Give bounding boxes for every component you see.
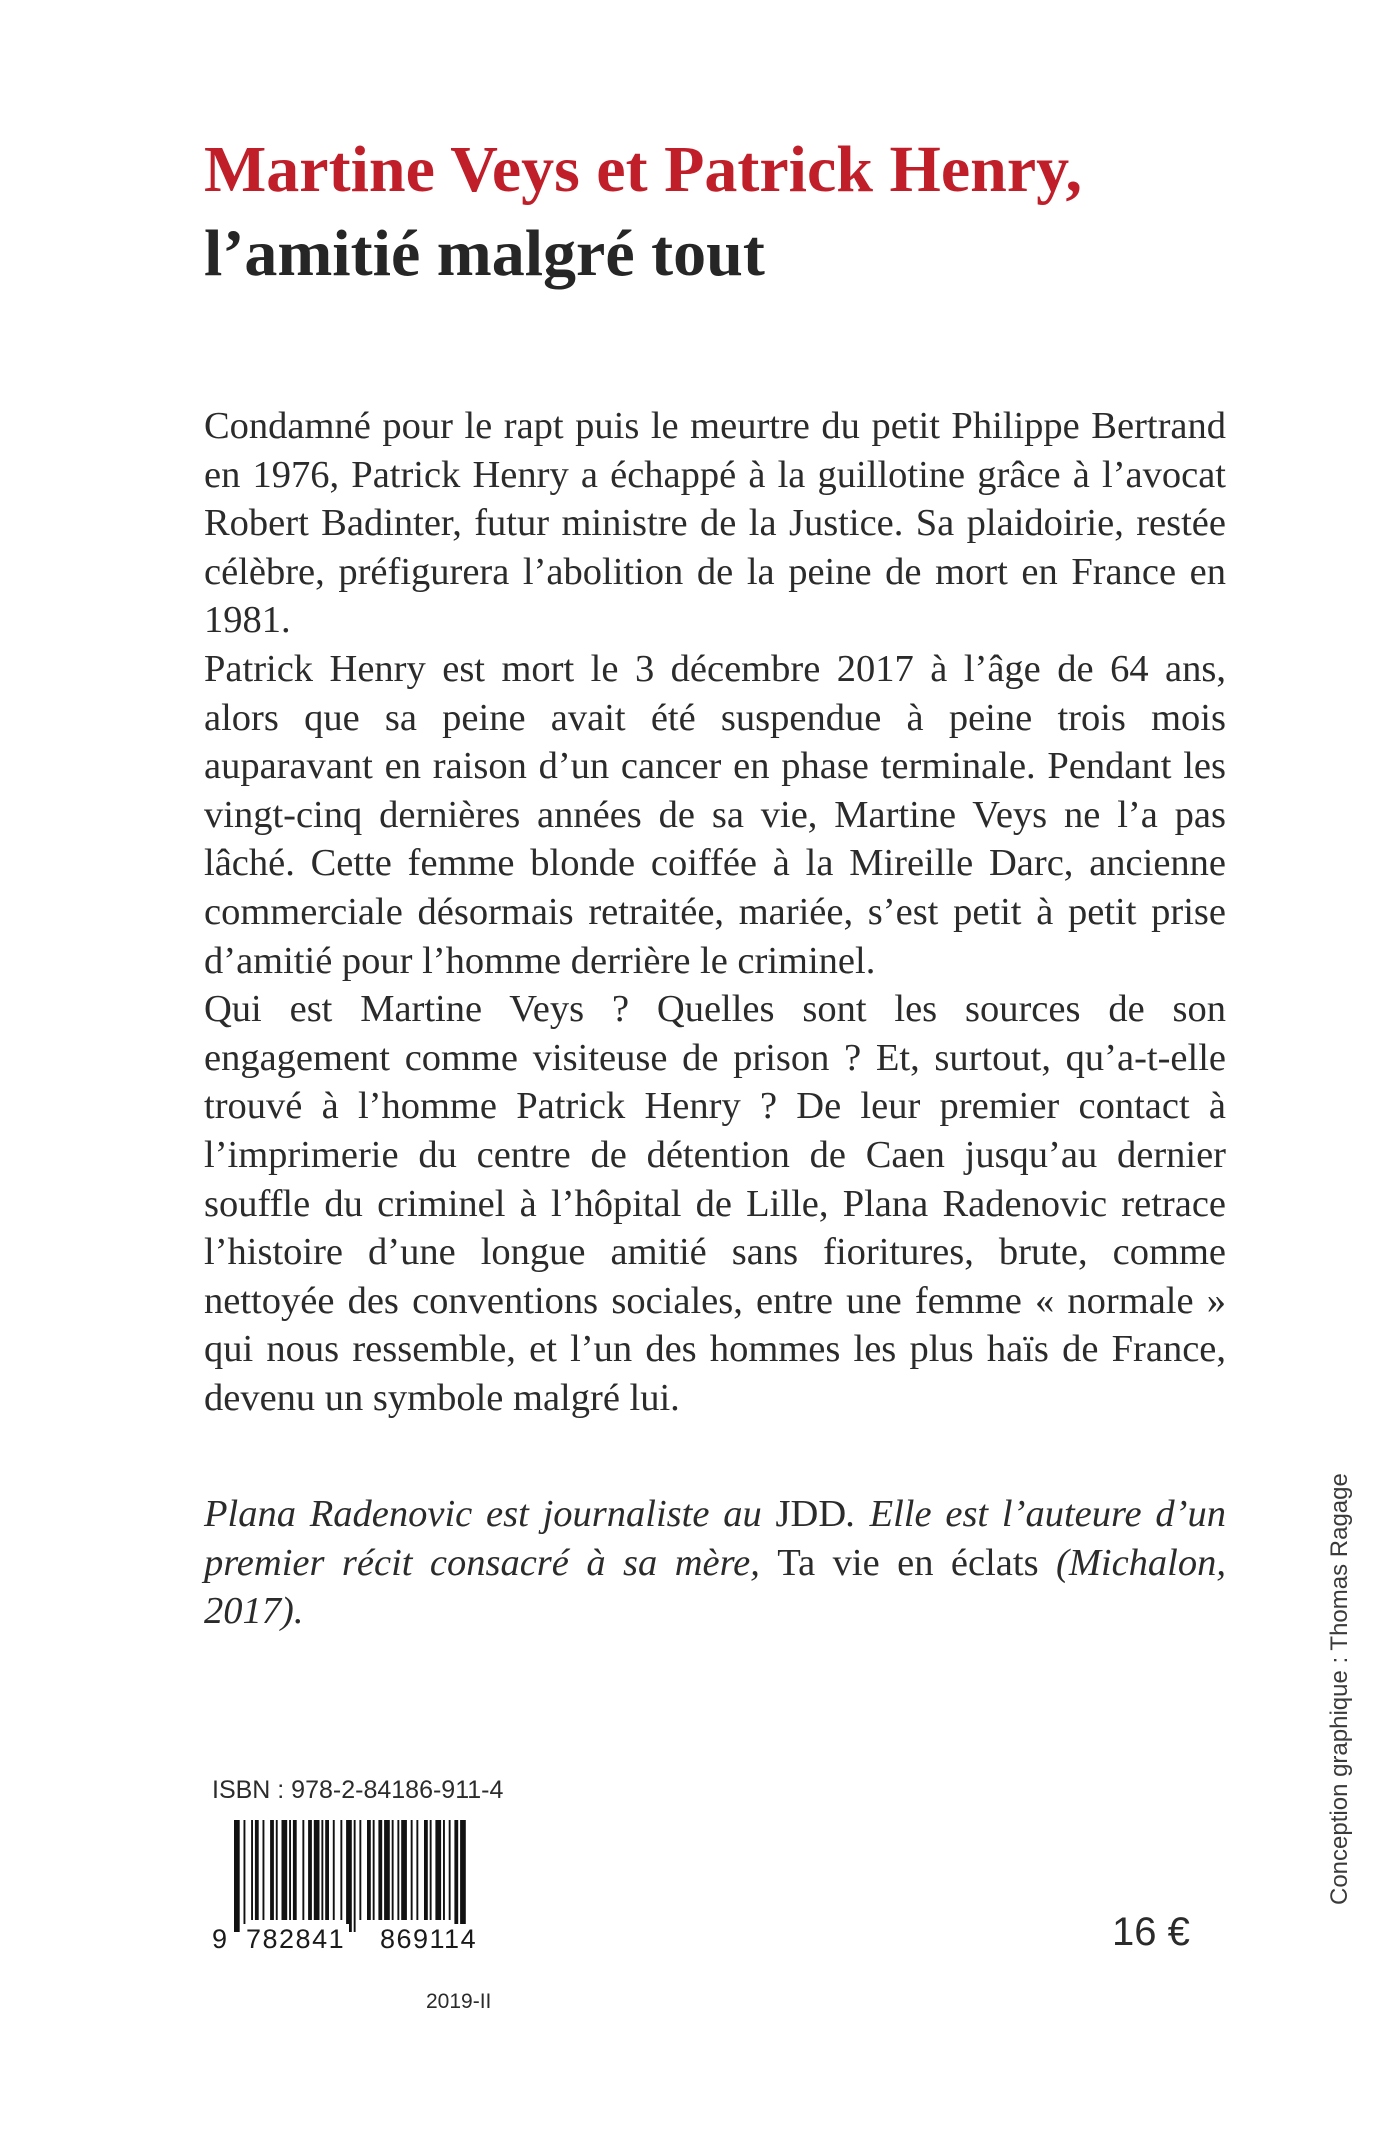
barcode-bar [411, 1820, 413, 1920]
design-credit: Conception graphique : Thomas Ragage [1326, 1473, 1353, 1905]
blurb-text [204, 402, 1226, 1422]
barcode-bar [234, 1820, 240, 1932]
barcode [212, 1820, 504, 2000]
barcode-left-group: 782841 [242, 1924, 349, 1955]
title-line-2: l’amitié malgré tout [204, 217, 765, 290]
author-bio-newspaper: JDD [775, 1493, 847, 1535]
barcode-bar [270, 1820, 274, 1920]
barcode-bar [373, 1820, 375, 1920]
author-bio-part-5: (Michalon, 2017). [204, 1541, 1227, 1633]
price: 16 € [1112, 1910, 1190, 1954]
barcode-bar [449, 1820, 451, 1920]
barcode-bar [359, 1820, 361, 1920]
barcode-bar [416, 1820, 418, 1920]
barcode-bar [308, 1820, 312, 1920]
barcode-bar [314, 1820, 320, 1920]
barcode-right-group: 869114 [376, 1924, 481, 1955]
barcode-bar [443, 1820, 445, 1920]
barcode-bar [251, 1820, 253, 1920]
author-bio [204, 1490, 1226, 1636]
barcode-bar [321, 1820, 323, 1920]
barcode-bar [244, 1820, 246, 1932]
blurb-paragraph-1: Condamné pour le rapt puis le meurtre du petit Philippe Bertrand en 1976, Patrick Henry a échappé à la guillotine grâce à l’avocat Robert Badinter, futur ministre de la Justice. Sa plaidoirie, restée célèbre, préfigurera l’abolition de la peine de mort en France en 1981. [204, 405, 1226, 642]
barcode-bars [212, 1820, 504, 1932]
barcode-bar [354, 1820, 356, 1932]
barcode-bar [302, 1820, 304, 1920]
barcode-bar [378, 1820, 382, 1920]
barcode-bar [340, 1820, 342, 1920]
barcode-bar [276, 1820, 278, 1920]
author-bio-part-3: . Elle est l’auteure d’un premier récit consacré à sa mère, [204, 1493, 1226, 1584]
barcode-digits [212, 1924, 504, 1956]
barcode-bar [367, 1820, 371, 1920]
blurb-paragraph-2: Patrick Henry est mort le 3 décembre 2017 à l’âge de 64 ans, alors que sa peine avait été suspendue à peine trois mois auparavant en raison d’un cancer en phase terminale. Pendant les vingt-cinq dernières années de sa vie, Martine Veys ne l’a pas lâché. Cette femme blonde coiffée à la Mireille Darc, ancienne commerciale désormais retraitée, mariée, s’est petit à petit prise d’amitié pour l’homme derrière le criminel. [204, 647, 1226, 982]
barcode-bar [424, 1820, 428, 1920]
barcode-bar [454, 1820, 458, 1932]
barcode-bar [346, 1820, 352, 1932]
barcode-bar [255, 1820, 259, 1920]
barcode-bar [293, 1820, 297, 1920]
title-block [204, 128, 1204, 296]
barcode-bar [384, 1820, 390, 1920]
barcode-bar [435, 1820, 441, 1920]
barcode-bar [460, 1820, 466, 1932]
barcode-bar [401, 1820, 407, 1920]
barcode-bar [289, 1820, 291, 1920]
title-line-1: Martine Veys et Patrick Henry, [204, 133, 1082, 206]
author-bio-part-1: Plana Radenovic est journaliste au [204, 1493, 776, 1535]
blurb-paragraph-3: Qui est Martine Veys ? Quelles sont les sources de son engagement comme visiteuse de prison ? Et, surtout, qu’a-t-elle trouvé à l’homme Patrick Henry ? De leur premier contact à l’imprimerie du centre de détention de Caen jusqu’au dernier souffle du criminel à l’hôpital de Lille, Plana Radenovic retrace l’histoire d’une longue amitié sans fioritures, brute, comme nettoyée des conventions sociales, entre une femme « normale » qui nous ressemble, et l’un des hommes les plus haïs de France, devenu un symbole malgré lui. [204, 988, 1226, 1419]
edition-code: 2019-II [426, 1990, 492, 2013]
barcode-bar [325, 1820, 329, 1920]
barcode-bar [333, 1820, 335, 1920]
barcode-bar [263, 1820, 265, 1920]
barcode-bar [397, 1820, 399, 1920]
barcode-bar [282, 1820, 288, 1920]
barcode-bar [392, 1820, 394, 1920]
isbn-label: ISBN : 978-2-84186-911-4 [212, 1776, 504, 1804]
barcode-bar [430, 1820, 432, 1920]
author-bio-book-title: Ta vie en éclats [777, 1541, 1039, 1584]
barcode-first-digit: 9 [212, 1924, 228, 1954]
